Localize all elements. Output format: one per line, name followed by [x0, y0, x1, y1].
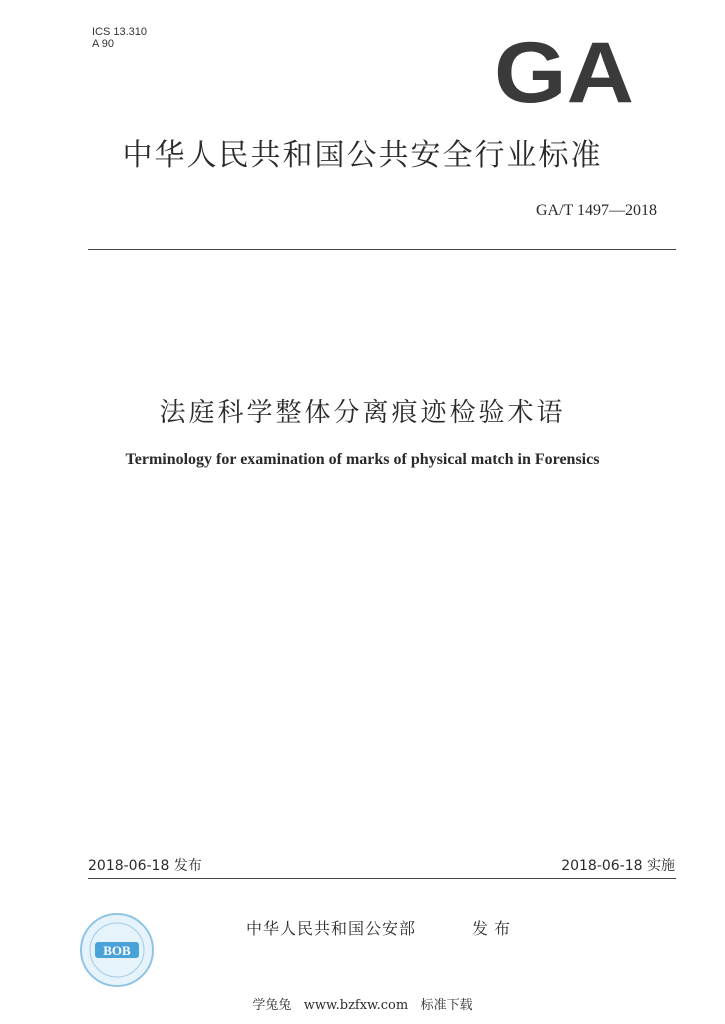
ccs-code: A 90: [92, 38, 115, 50]
footer-divider: [88, 878, 676, 879]
ga-logo-text: GA: [494, 36, 634, 106]
issuer-verb: 发布: [472, 919, 517, 938]
standard-number: GA/T 1497—2018: [535, 202, 657, 219]
ics-code: ICS 13.310: [92, 26, 148, 38]
publish-date: 2018-06-18 发布: [88, 858, 202, 874]
document-title-cn: 法庭科学整体分离痕迹检验术语: [159, 398, 566, 428]
document-title-en: Terminology for examination of marks of physical match in Forensics: [125, 451, 600, 468]
implement-date: 2018-06-18 实施: [561, 858, 675, 874]
standard-title: 中华人民共和国公共安全行业标准: [122, 138, 603, 173]
issuer-name: 中华人民共和国公安部: [246, 919, 417, 938]
footer-watermark: 学兔兔 www.bzfxw.com 标准下载: [252, 998, 473, 1013]
ga-logo: [493, 36, 635, 106]
stamp-label: BOB: [103, 943, 131, 958]
header-divider: [88, 249, 676, 250]
certification-stamp: [79, 912, 155, 988]
classification-codes: [92, 26, 147, 50]
